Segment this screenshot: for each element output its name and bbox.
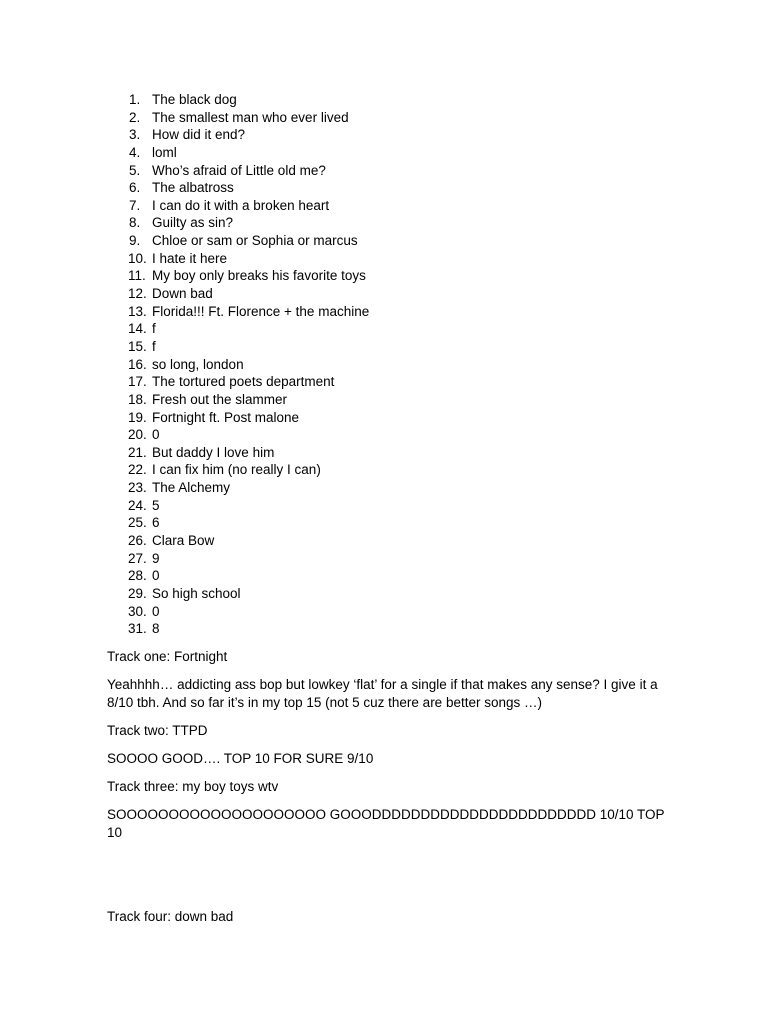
list-item-number: 1. bbox=[129, 92, 141, 107]
list-item-number: 31. bbox=[128, 621, 147, 637]
list-item-number: 4. bbox=[129, 144, 141, 160]
list-item-title: 0 bbox=[152, 568, 160, 584]
list-item bbox=[107, 109, 369, 127]
list-item-title: Fortnight ft. Post malone bbox=[152, 409, 300, 425]
list-item bbox=[107, 514, 369, 532]
list-item bbox=[107, 320, 369, 338]
list-item bbox=[107, 162, 369, 180]
list-item bbox=[107, 409, 369, 427]
list-item-title: 0 bbox=[152, 603, 160, 619]
list-item bbox=[107, 620, 369, 638]
list-item-title: f bbox=[152, 321, 156, 337]
list-item-number: 19. bbox=[128, 409, 147, 425]
track-three-review: SOOOOOOOOOOOOOOOOOOOO GOOODDDDDDDDDDDDDDDDDDDDDDD 10/10 TOP 10 bbox=[107, 807, 665, 840]
list-item bbox=[107, 144, 369, 162]
list-item-title: f bbox=[152, 338, 156, 354]
track-two-heading: Track two: TTPD bbox=[107, 723, 208, 738]
list-item bbox=[107, 461, 369, 479]
list-item-number: 21. bbox=[128, 444, 147, 460]
list-item-title: 6 bbox=[152, 515, 160, 531]
list-item-title: How did it end? bbox=[152, 127, 246, 143]
list-item-title: Who’s afraid of Little old me? bbox=[152, 162, 326, 178]
list-item bbox=[107, 444, 369, 462]
list-item-number: 16. bbox=[128, 356, 147, 372]
list-item-number: 30. bbox=[128, 603, 147, 619]
list-item bbox=[107, 338, 369, 356]
list-item bbox=[107, 585, 369, 603]
list-item bbox=[107, 214, 369, 232]
ranked-song-list bbox=[107, 91, 369, 638]
track-one-heading: Track one: Fortnight bbox=[107, 649, 228, 664]
list-item-title: Fresh out the slammer bbox=[152, 391, 288, 407]
list-item-title: 9 bbox=[152, 550, 160, 566]
list-item-title: 8 bbox=[152, 621, 160, 637]
list-item-number: 2. bbox=[129, 109, 141, 125]
list-item bbox=[107, 550, 369, 568]
list-item-title: The black dog bbox=[152, 92, 237, 107]
list-item-number: 6. bbox=[129, 180, 141, 196]
track-two-review: SOOOO GOOD…. TOP 10 FOR SURE 9/10 bbox=[107, 751, 374, 766]
list-item bbox=[107, 250, 369, 268]
list-item-title: Guilty as sin? bbox=[152, 215, 234, 231]
list-item-number: 14. bbox=[128, 321, 147, 337]
list-item bbox=[107, 126, 369, 144]
list-item bbox=[107, 391, 369, 409]
list-item-title: My boy only breaks his favorite toys bbox=[152, 268, 366, 284]
list-item-title: I hate it here bbox=[152, 250, 228, 266]
list-item-title: I can fix him (no really I can) bbox=[152, 462, 321, 478]
list-item-title: Chloe or sam or Sophia or marcus bbox=[152, 233, 358, 249]
list-item-number: 26. bbox=[128, 533, 147, 549]
list-item-number: 8. bbox=[129, 215, 141, 231]
list-item-number: 25. bbox=[128, 515, 147, 531]
list-item bbox=[107, 603, 369, 621]
list-item-number: 24. bbox=[128, 497, 147, 513]
list-item-number: 20. bbox=[128, 427, 147, 443]
list-item bbox=[107, 285, 369, 303]
list-item bbox=[107, 532, 369, 550]
list-item-title: The tortured poets department bbox=[152, 374, 335, 390]
list-item bbox=[107, 426, 369, 444]
list-item-number: 28. bbox=[128, 568, 147, 584]
list-item bbox=[107, 267, 369, 285]
list-item-title: The albatross bbox=[152, 180, 234, 196]
list-item bbox=[107, 479, 369, 497]
list-item bbox=[107, 373, 369, 391]
list-item-number: 15. bbox=[128, 338, 147, 354]
list-item-title: loml bbox=[152, 144, 177, 160]
list-item-title: The smallest man who ever lived bbox=[152, 109, 349, 125]
list-item-title: Florida!!! Ft. Florence + the machine bbox=[152, 303, 370, 319]
list-item-number: 5. bbox=[129, 162, 141, 178]
track-three-heading: Track three: my boy toys wtv bbox=[107, 779, 279, 794]
list-item-number: 10. bbox=[128, 250, 147, 266]
list-item bbox=[107, 197, 369, 215]
list-item-title: The Alchemy bbox=[152, 480, 231, 496]
list-item bbox=[107, 179, 369, 197]
list-item bbox=[107, 303, 369, 321]
list-item-title: But daddy I love him bbox=[152, 444, 275, 460]
list-item-number: 13. bbox=[128, 303, 147, 319]
list-item-number: 27. bbox=[128, 550, 147, 566]
list-item-number: 18. bbox=[128, 391, 147, 407]
list-item bbox=[107, 497, 369, 515]
list-item-number: 3. bbox=[129, 127, 141, 143]
list-item-number: 17. bbox=[128, 374, 147, 390]
list-item-title: Down bad bbox=[152, 286, 213, 302]
list-item-title: so long, london bbox=[152, 356, 244, 372]
list-item-title: I can do it with a broken heart bbox=[152, 197, 330, 213]
track-four-heading: Track four: down bad bbox=[107, 909, 234, 924]
list-item-title: So high school bbox=[152, 585, 241, 601]
list-item-number: 12. bbox=[128, 286, 147, 302]
list-item-number: 22. bbox=[128, 462, 147, 478]
list-item-title: Clara Bow bbox=[152, 533, 215, 549]
list-item bbox=[107, 567, 369, 585]
list-item bbox=[107, 356, 369, 374]
list-item-number: 23. bbox=[128, 480, 147, 496]
list-item bbox=[107, 91, 369, 109]
list-item-number: 29. bbox=[128, 585, 147, 601]
list-item-number: 11. bbox=[128, 268, 146, 284]
list-item bbox=[107, 232, 369, 250]
list-item-title: 0 bbox=[152, 427, 160, 443]
list-item-title: 5 bbox=[152, 497, 160, 513]
track-one-review: Yeahhhh… addicting ass bop but lowkey ‘flat’ for a single if that makes any sense? I give it a 8/10 tbh. And so far it’s in my top 15 (not 5 cuz there are better songs …) bbox=[107, 677, 658, 710]
list-item-number: 7. bbox=[129, 197, 141, 213]
list-item-number: 9. bbox=[129, 233, 141, 249]
